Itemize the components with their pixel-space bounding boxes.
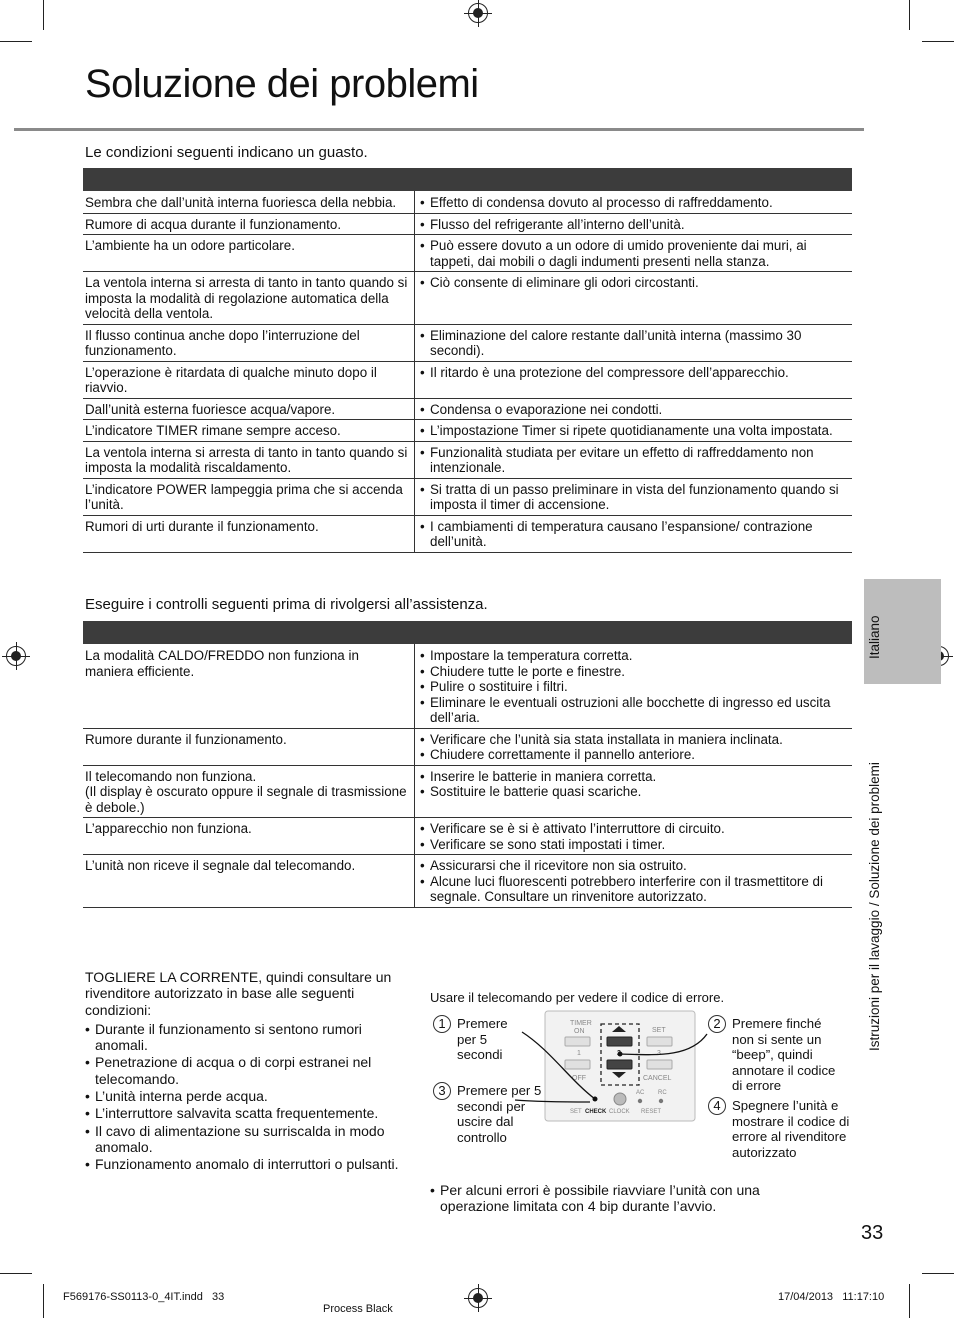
crop-mark	[909, 0, 910, 30]
cause-cell	[415, 855, 853, 908]
list-item-text: L’unità interna perde acqua.	[95, 1088, 268, 1105]
cause-item: • Eliminare le eventuali ostruzioni alle bocchette di ingresso ed uscita dell’aria.	[420, 695, 850, 726]
power-off-intro: TOGLIERE LA CORRENTE, quindi consultare un rivenditore autorizzato in base alle seguenti condizioni:	[85, 969, 392, 1018]
page-title: Soluzione dei problemi	[85, 62, 479, 106]
fault-table	[83, 168, 852, 553]
leader-dot	[593, 1097, 598, 1102]
table-row	[83, 235, 852, 272]
table-header	[83, 168, 852, 191]
crop-mark	[0, 1273, 32, 1274]
cause-text: Si tratta di un passo preliminare in vista del funzionamento quando si imposta il timer di accensione.	[430, 481, 839, 512]
cause-text: Ciò consente di eliminare gli odori circostanti.	[430, 275, 699, 290]
cause-text: Inserire le batterie in maniera corretta.	[430, 768, 657, 784]
table-row	[83, 728, 852, 765]
condition-cell: Il telecomando non funziona. (Il display è oscurato oppure il segnale di trasmissione è debole.)	[83, 765, 415, 818]
cause-text: Effetto di condensa dovuto al processo di raffreddamento.	[430, 195, 773, 210]
cause-cell	[415, 765, 853, 818]
remote-label: ON	[574, 1028, 585, 1035]
cause-text: Chiudere correttamente il pannello anteriore.	[430, 747, 695, 762]
cause-item: • Pulire o sostituire i filtri.	[420, 679, 568, 694]
table-row	[83, 213, 852, 235]
table-row	[83, 191, 852, 213]
cause-text: Può essere dovuto a un odore di umido proveniente dai muri, ai tappeti, dai mobili o dagli indumenti presenti nella stanza.	[430, 238, 807, 269]
table-row	[83, 272, 852, 325]
up-button[interactable]	[607, 1037, 632, 1046]
timer-set-button[interactable]	[647, 1037, 672, 1046]
registration-mark-icon	[6, 646, 26, 666]
cause-item: • L’impostazione Timer si ripete quotidianamente una volta impostata.	[420, 423, 833, 438]
cause-item: • Flusso del refrigerante all’interno dell’unità.	[420, 216, 685, 232]
crop-mark	[43, 1284, 44, 1318]
cause-item: • Funzionalità studiata per evitare un effetto di raffreddamento non intenzionale.	[420, 445, 850, 476]
cause-text: Il ritardo è una protezione del compressore dell’apparecchio.	[430, 364, 789, 380]
footer-process: Process Black	[323, 1303, 393, 1315]
cause-item: • Si tratta di un passo preliminare in vista del funzionamento quando si imposta il timer di accensione.	[420, 482, 850, 513]
cause-cell	[415, 272, 853, 325]
error-code-intro: Usare il telecomando per vedere il codice di errore.	[430, 990, 725, 1005]
list-item: • Durante il funzionamento si sentono rumori anomali.	[85, 1021, 407, 1054]
table-row	[83, 361, 852, 398]
remote-label: SET	[652, 1027, 666, 1034]
cause-text: Flusso del refrigerante all’interno dell’unità.	[430, 216, 685, 232]
cause-cell	[415, 728, 853, 765]
rc-pinhole[interactable]	[659, 1099, 663, 1103]
condition-cell: La modalità CALDO/FREDDO non funziona in maniera efficiente.	[83, 644, 415, 728]
table-row	[83, 441, 852, 478]
table-row	[83, 765, 852, 818]
condition-cell: Rumore durante il funzionamento.	[83, 728, 415, 765]
list-item-text: Durante il funzionamento si sentono rumori anomali.	[95, 1020, 362, 1054]
cause-item: • Alcune luci fluorescenti potrebbero interferire con il trasmettitore di segnale. Consultare un rinvenitore autorizzato.	[420, 874, 850, 905]
condition-cell: Rumori di urti durante il funzionamento.	[83, 515, 415, 552]
step-text: Premere per 5 secondi	[457, 1016, 508, 1063]
cause-item: • Assicurarsi che il ricevitore non sia ostruito.	[420, 858, 687, 873]
cause-text: Impostare la temperatura corretta.	[430, 648, 633, 663]
cause-item: • Verificare se è si è attivato l’interruttore di circuito.	[420, 821, 725, 836]
condition-cell: La ventola interna si arresta di tanto in tanto quando si imposta la modalità riscaldamento.	[83, 441, 415, 478]
step-text: Spegnere l’unità e mostrare il codice di errore al rivenditore autorizzato	[732, 1098, 850, 1160]
crop-mark	[43, 0, 44, 30]
timer-cancel-button[interactable]	[647, 1060, 672, 1069]
cause-cell	[415, 420, 853, 442]
clock-button[interactable]	[614, 1093, 626, 1105]
cause-item: • Inserire le batterie in maniera corretta.	[420, 768, 657, 784]
list-item: • Funzionamento anomalo di interruttori o pulsanti.	[85, 1156, 399, 1173]
registration-mark-icon	[468, 1288, 488, 1308]
condition-cell: L’indicatore TIMER rimane sempre acceso.	[83, 420, 415, 442]
table-row	[83, 478, 852, 515]
cause-text: Chiudere tutte le porte e finestre.	[430, 663, 626, 679]
table-row	[83, 818, 852, 855]
list-item: • L’unità interna perde acqua.	[85, 1088, 268, 1105]
check-table	[83, 621, 852, 908]
condition-cell: L’unità non riceve il segnale dal telecomando.	[83, 855, 415, 908]
cause-cell	[415, 361, 853, 398]
cause-item: • I cambiamenti di temperatura causano l’espansione/ contrazione dell’unità.	[420, 519, 850, 550]
step-number: 4	[708, 1097, 726, 1115]
cause-cell	[415, 818, 853, 855]
cause-item: • Verificare se sono stati impostati i timer.	[420, 836, 666, 852]
condition-cell: La ventola interna si arresta di tanto in tanto quando si imposta la modalità di regolazione automatica della velocità della ventola.	[83, 272, 415, 325]
condition-cell: Dall’unità esterna fuoriesce acqua/vapore.	[83, 398, 415, 420]
table-row	[83, 644, 852, 728]
footer-date: 17/04/2013 11:17:10	[778, 1291, 885, 1303]
cause-text: Verificare se sono stati impostati i timer.	[430, 836, 666, 852]
step-text: Premere per 5 secondi per uscire dal controllo	[457, 1083, 542, 1145]
cause-text: L’impostazione Timer si ripete quotidianamente una volta impostata.	[430, 423, 833, 438]
table-row	[83, 855, 852, 908]
condition-cell: L’ambiente ha un odore particolare.	[83, 235, 415, 272]
remote-label: AC	[636, 1090, 645, 1096]
language-tab-label: Italiano	[867, 615, 882, 659]
condition-cell: Rumore di acqua durante il funzionamento.	[83, 213, 415, 235]
timer-on-button[interactable]	[565, 1037, 590, 1046]
list-item-text: Il cavo di alimentazione su surriscalda in modo anomalo.	[95, 1122, 385, 1155]
cause-item: • Il ritardo è una protezione del compressore dell’apparecchio.	[420, 364, 789, 380]
cause-text: Eliminazione del calore restante dall’unità interna (massimo 30 secondi).	[430, 327, 802, 358]
cause-cell	[415, 478, 853, 515]
cause-text: Verificare se è si è attivato l’interruttore di circuito.	[430, 821, 725, 836]
cause-text: Verificare che l’unità sia stata installata in maniera inclinata.	[430, 731, 783, 747]
step-number: 1	[433, 1015, 451, 1033]
condition-cell: Sembra che dall’unità interna fuoriesca della nebbia.	[83, 191, 415, 213]
cause-text: Sostituire le batterie quasi scariche.	[430, 784, 642, 799]
crop-mark	[922, 1273, 954, 1274]
page-number: 33	[861, 1222, 884, 1244]
cause-cell	[415, 213, 853, 235]
remote-label: TIMER	[570, 1020, 592, 1027]
cause-cell	[415, 398, 853, 420]
cause-item: • Ciò consente di eliminare gli odori circostanti.	[420, 275, 699, 290]
condition-cell: Il flusso continua anche dopo l’interruzione del funzionamento.	[83, 324, 415, 361]
table-row	[83, 398, 852, 420]
cause-item: • Impostare la temperatura corretta.	[420, 648, 633, 663]
power-off-section	[85, 969, 407, 1173]
list-item-text: L’interruttore salvavita scatta frequentemente.	[95, 1105, 379, 1122]
cause-cell	[415, 644, 853, 728]
leader-dot	[618, 1052, 623, 1057]
title-rule	[14, 128, 864, 131]
table-row	[83, 515, 852, 552]
power-off-list	[85, 1021, 407, 1173]
remote-label: CLOCK	[609, 1109, 630, 1115]
cause-text: Assicurarsi che il ricevitore non sia ostruito.	[430, 858, 687, 873]
condition-cell: L’operazione è ritardata di qualche minuto dopo il riavvio.	[83, 361, 415, 398]
step-number: 3	[433, 1082, 451, 1100]
crop-mark	[0, 41, 32, 42]
crop-mark	[909, 1284, 910, 1318]
condition-cell: L’apparecchio non funziona.	[83, 818, 415, 855]
footer-file: F569176-SS0113-0_4IT.indd 33	[63, 1291, 225, 1303]
remote-label: CHECK	[585, 1109, 607, 1115]
cause-cell	[415, 324, 853, 361]
list-item: • Penetrazione di acqua o di corpi estranei nel telecomando.	[85, 1054, 407, 1087]
cause-text: I cambiamenti di temperatura causano l’espansione/ contrazione dell’unità.	[430, 518, 813, 549]
list-item-text: Penetrazione di acqua o di corpi estranei nel telecomando.	[95, 1054, 372, 1087]
list-item-text: Funzionamento anomalo di interruttori o pulsanti.	[95, 1156, 399, 1173]
cause-item: • Condensa o evaporazione nei condotti.	[420, 401, 663, 417]
error-note: • Per alcuni errori è possibile riavviare l’unità con una operazione limitata con 4 bip durante l’avvio.	[430, 1181, 800, 1215]
cause-text: Condensa o evaporazione nei condotti.	[430, 401, 663, 417]
crop-mark	[922, 41, 954, 42]
remote-label: RC	[658, 1090, 667, 1096]
cause-item: • Eliminazione del calore restante dall’unità interna (massimo 30 secondi).	[420, 328, 850, 359]
condition-cell: L’indicatore POWER lampeggia prima che si accenda l’unità.	[83, 478, 415, 515]
section2-intro: Eseguire i controlli seguenti prima di rivolgersi all’assistenza.	[85, 596, 488, 613]
step-number: 2	[708, 1015, 726, 1033]
remote-control-illustration	[510, 1010, 710, 1125]
cause-item: • Effetto di condensa dovuto al processo di raffreddamento.	[420, 195, 773, 210]
cause-text: Pulire o sostituire i filtri.	[430, 679, 568, 694]
remote-label: 3	[657, 1050, 661, 1057]
cause-text: Alcune luci fluorescenti potrebbero interferire con il trasmettitore di segnale. Consultare un rinvenitore autorizzato.	[430, 873, 823, 904]
table-header	[83, 621, 852, 644]
list-item: • L’interruttore salvavita scatta frequentemente.	[85, 1105, 379, 1122]
ac-pinhole[interactable]	[638, 1099, 642, 1103]
cause-item: • Chiudere correttamente il pannello anteriore.	[420, 747, 695, 762]
section1-intro: Le condizioni seguenti indicano un guasto.	[85, 144, 368, 161]
remote-label: RESET	[641, 1109, 662, 1115]
cause-text: Eliminare le eventuali ostruzioni alle bocchette di ingresso ed uscita dell’aria.	[430, 694, 831, 725]
cause-cell	[415, 515, 853, 552]
cause-item: • Verificare che l’unità sia stata installata in maniera inclinata.	[420, 731, 783, 747]
list-item: • Il cavo di alimentazione su surriscalda in modo anomalo.	[85, 1123, 407, 1156]
remote-label: OFF	[572, 1075, 586, 1082]
step-text: Premere finché non si sente un “beep”, quindi annotare il codice di errore	[732, 1016, 836, 1094]
table-row	[83, 420, 852, 442]
table-row	[83, 324, 852, 361]
cause-item: • Sostituire le batterie quasi scariche.	[420, 784, 642, 799]
cause-cell	[415, 441, 853, 478]
remote-label: CANCEL	[643, 1075, 672, 1082]
cause-cell	[415, 235, 853, 272]
cause-item: • Può essere dovuto a un odore di umido proveniente dai muri, ai tappeti, dai mobili o dagli indumenti presenti nella stanza.	[420, 238, 850, 269]
registration-mark-icon	[468, 3, 488, 23]
remote-label: SET	[570, 1109, 582, 1115]
remote-label: 1	[577, 1050, 581, 1057]
cause-item: • Chiudere tutte le porte e finestre.	[420, 663, 626, 679]
error-note-text: Per alcuni errori è possibile riavviare l’unità con una operazione limitata con 4 bip durante l’avvio.	[440, 1182, 760, 1215]
down-button[interactable]	[607, 1060, 632, 1069]
section-tab-label: Istruzioni per il lavaggio / Soluzione dei problemi	[867, 762, 882, 1051]
cause-text: Funzionalità studiata per evitare un effetto di raffreddamento non intenzionale.	[430, 444, 814, 475]
cause-cell	[415, 191, 853, 213]
timer-off-button[interactable]	[565, 1060, 590, 1069]
